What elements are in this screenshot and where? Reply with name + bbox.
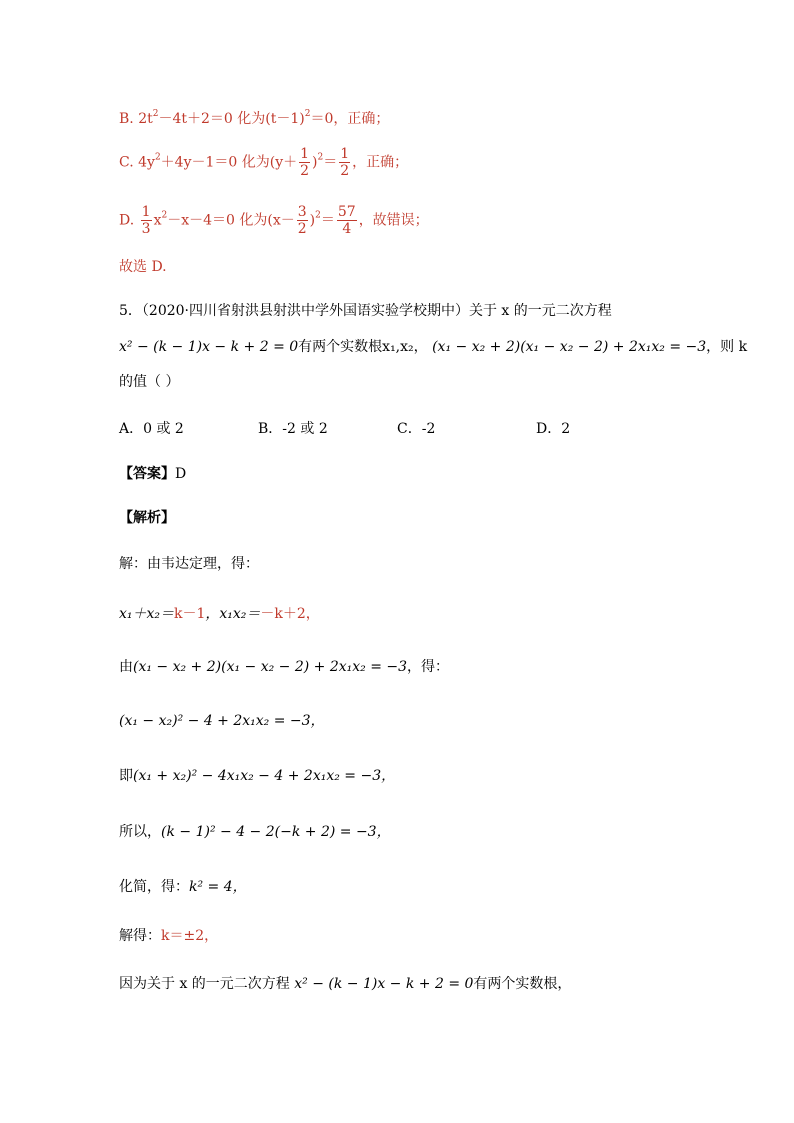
option-d-explanation: D. $\frac{1}{3}$ $x^2-x-4=0$ 化为(x－ $\frac{3}{2}$ )$^2$＝ $\frac{57}{4}$ ，故错误； (119, 204, 429, 237)
solution-step-7: 化简，得：k² = 4， (119, 879, 247, 895)
answer-line: 【答案】D (119, 466, 187, 482)
question-equation-line: x² − (k − 1)x − k + 2 = 0有两个实数根x₁,x₂， (x₁ − x₂ + 2)(x₁ − x₂ − 2) + 2x₁x₂ = −3，则 k (119, 339, 748, 355)
fraction: $\frac{57}{4}$ (337, 204, 356, 237)
option-b: B．-2 或 2 (258, 421, 328, 437)
answer-options (119, 419, 679, 439)
solution-step-9: 因为关于 x 的一元二次方程 x² − (k − 1)x − k + 2 = 0有两个实数根， (119, 976, 572, 992)
solution-step-8: 解得：k＝±2， (119, 928, 219, 944)
solution-step-5: 即(x₁ + x₂)² − 4x₁x₂ − 4 + 2x₁x₂ = −3， (119, 768, 396, 784)
solution-step-6: 所以，(k − 1)² − 4 − 2(−k + 2) = −3， (119, 824, 391, 840)
option-a: A．0 或 2 (119, 421, 184, 437)
option-b-explanation: B. $2t^2-4t+2=0$ 化为$(t-1)^2=0$，正确； (119, 109, 390, 127)
fraction: $\frac{3}{2}$ (297, 204, 307, 237)
option-c: C．-2 (397, 421, 436, 437)
fraction: $\frac{1}{2}$ (340, 146, 350, 179)
solution-step-4: (x₁ − x₂)² − 4 + 2x₁x₂ = −3， (119, 713, 325, 729)
analysis-label: 【解析】 (119, 510, 175, 526)
option-c-explanation: C. $4y^2+4y-1=0$ 化为(y＋ $\frac{1}{2}$ )$^2$＝ $\frac{1}{2}$ ，正确； (119, 146, 409, 179)
question-header: 5．（2020·四川省射洪县射洪中学外国语实验学校期中）关于 x 的一元二次方程 (119, 303, 612, 319)
fraction: $\frac{1}{3}$ (141, 204, 151, 237)
choose-statement: 故选 D. (119, 259, 167, 275)
solution-step-1: 解：由韦达定理，得： (119, 556, 259, 572)
question-tail: 的值（ ） (119, 374, 180, 390)
fraction: $\frac{1}{2}$ (300, 146, 310, 179)
solution-step-2: x₁＋x₂＝k－1，x₁x₂＝－k＋2， (119, 606, 320, 622)
option-d: D．2 (536, 421, 571, 437)
solution-step-3: 由(x₁ − x₂ + 2)(x₁ − x₂ − 2) + 2x₁x₂ = −3，得： (119, 659, 450, 675)
